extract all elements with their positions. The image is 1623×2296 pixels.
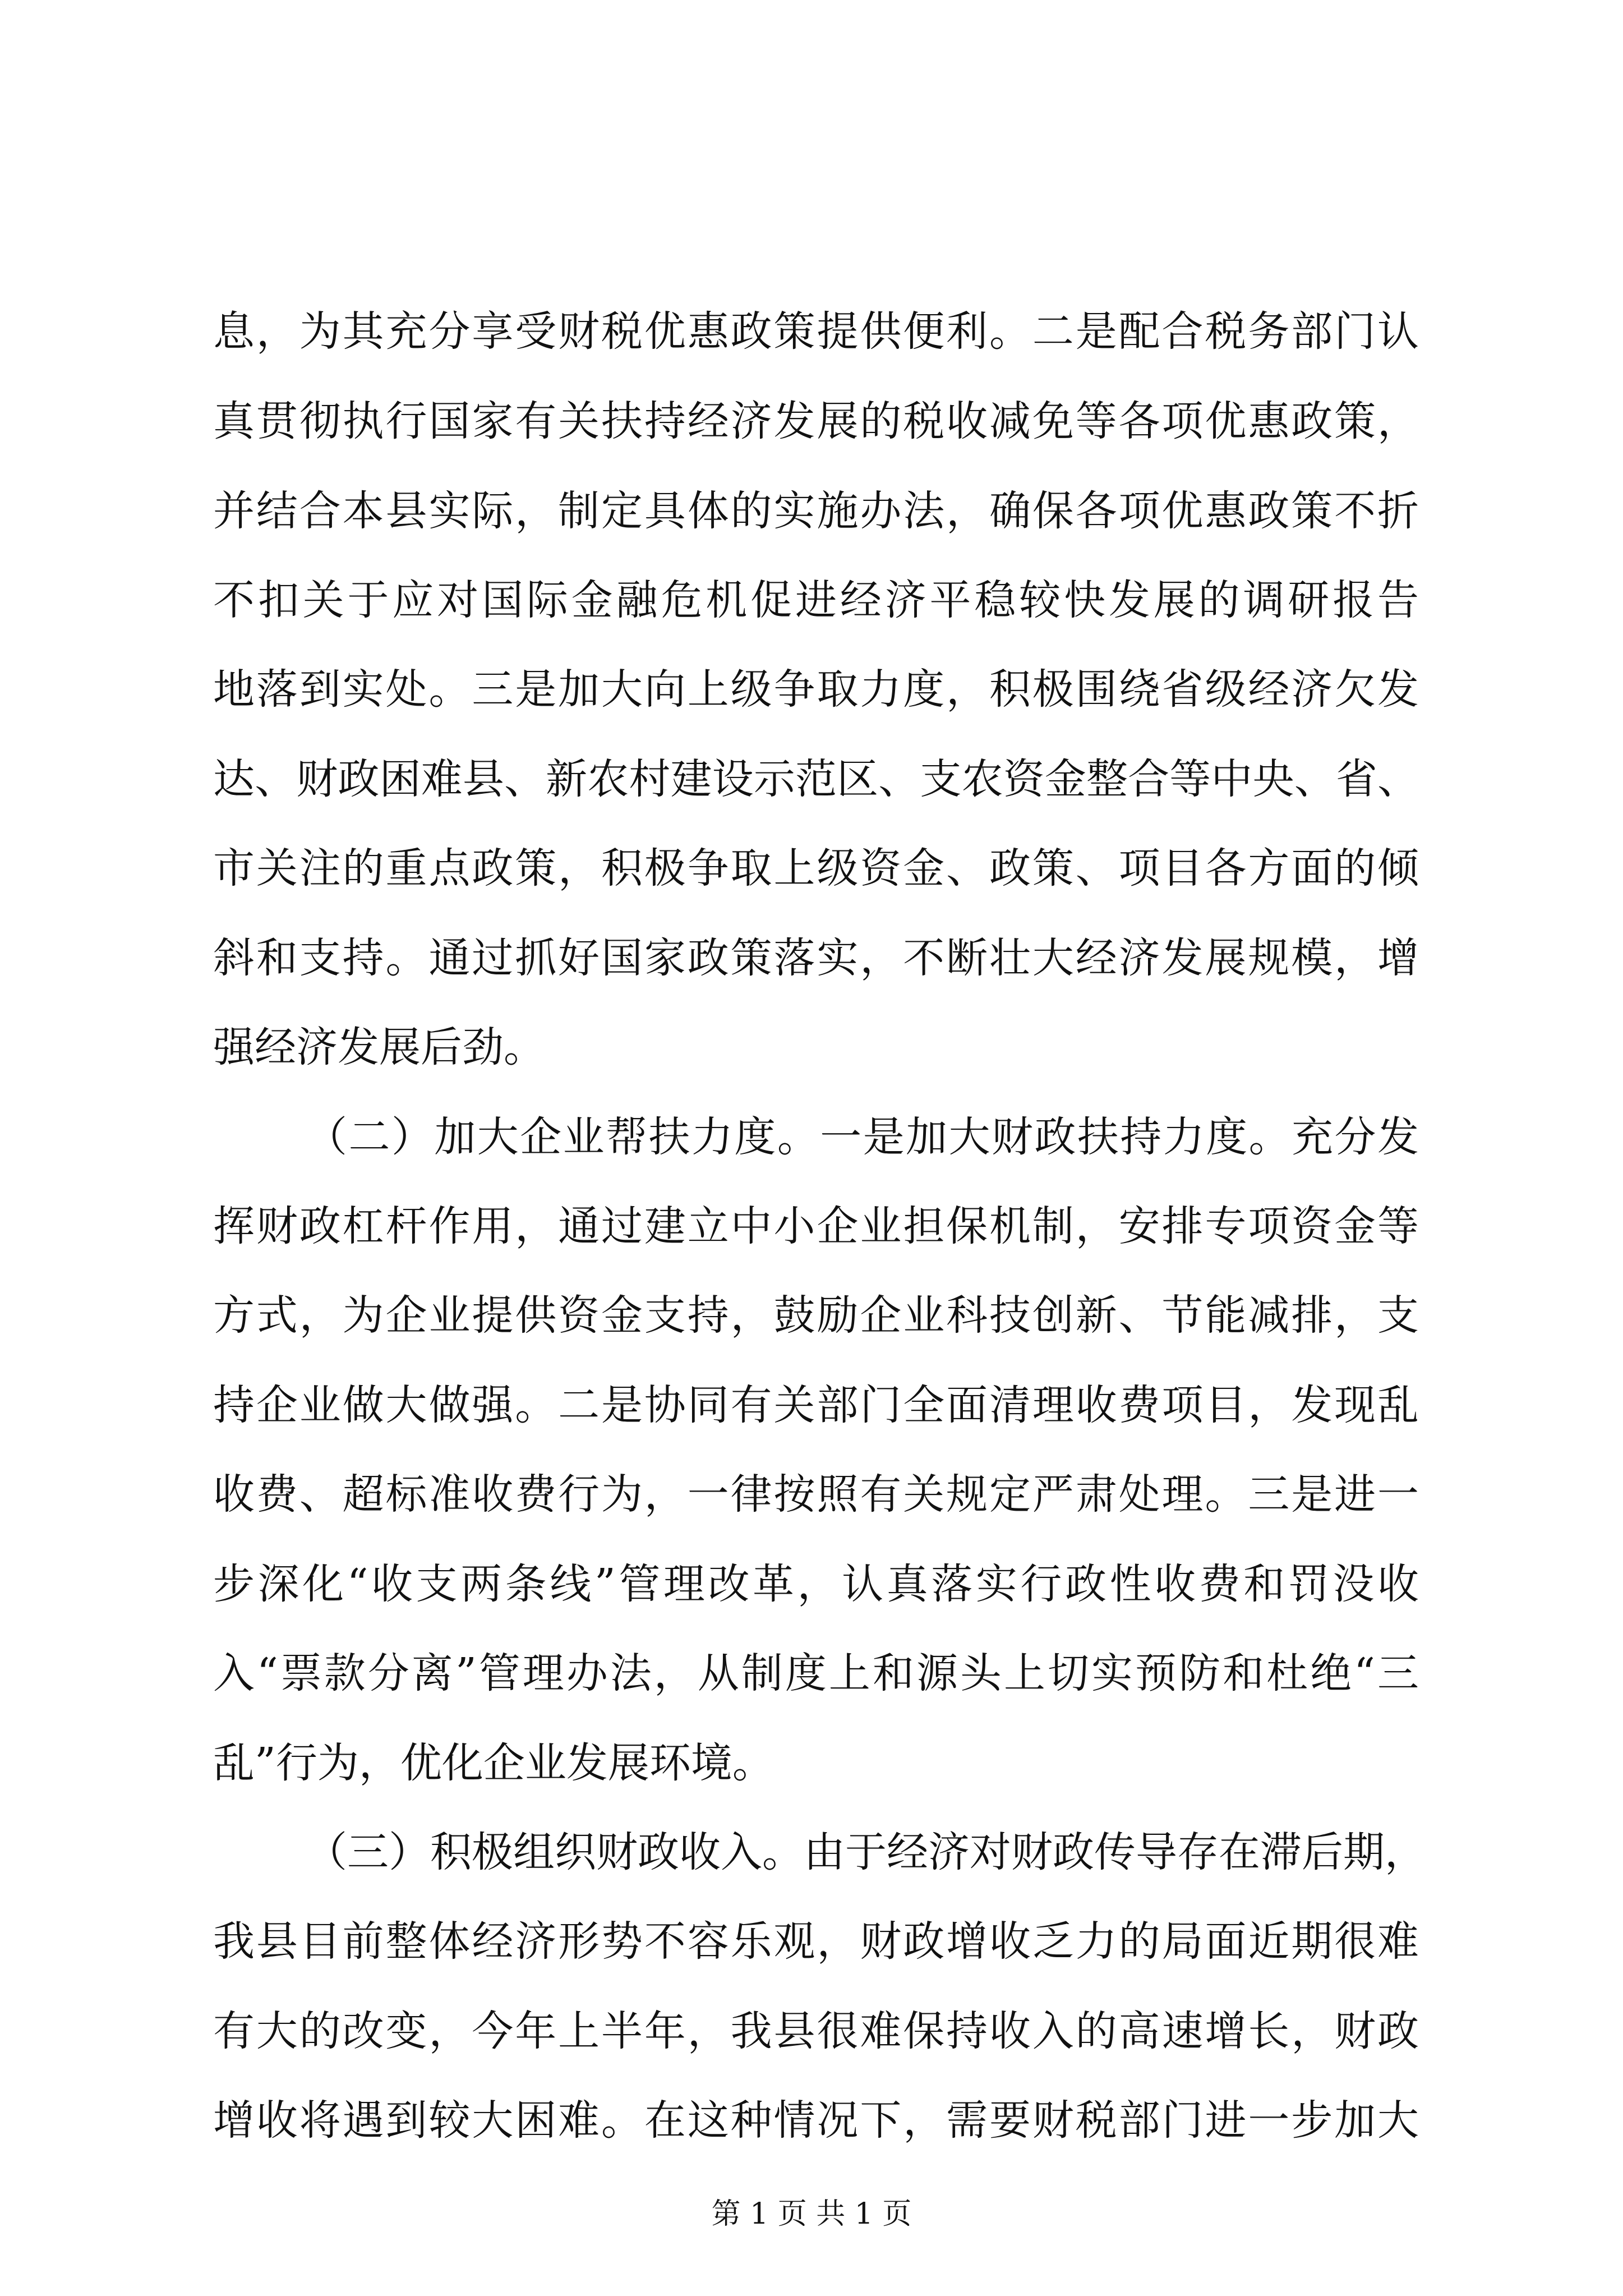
text-line: 强经济发展后劲。 xyxy=(213,1023,545,1071)
text-line: 不扣关于应对国际金融危机促进经济平稳较快发展的调研报告 xyxy=(213,576,1419,624)
text-line: 我县目前整体经济形势不容乐观，财政增收乏力的局面近期很难 xyxy=(213,1917,1419,1966)
text-line: 斜和支持。通过抓好国家政策落实，不断壮大经济发展规模，增 xyxy=(213,934,1419,982)
text-line: 方式，为企业提供资金支持，鼓励企业科技创新、节能减排，支 xyxy=(213,1291,1419,1340)
text-line: 真贯彻执行国家有关扶持经济发展的税收减免等各项优惠政策， xyxy=(213,397,1419,445)
text-line: 达、财政困难县、新农村建设示范区、支农资金整合等中央、省、 xyxy=(213,755,1419,803)
page-footer: 第 1 页 共 1 页 xyxy=(711,2197,912,2231)
text-line: 收费、超标准收费行为，一律按照有关规定严肃处理。三是进一 xyxy=(213,1470,1419,1519)
text-line: 有大的改变，今年上半年，我县很难保持收入的高速增长，财政 xyxy=(213,2007,1419,2055)
text-line: 息，为其充分享受财税优惠政策提供便利。二是配合税务部门认 xyxy=(213,307,1419,356)
text-line: 步深化“收支两条线”管理改革，认真落实行政性收费和罚没收 xyxy=(213,1560,1419,1608)
paragraph-start-line: （三）积极组织财政收入。由于经济对财政传导存在滞后期， xyxy=(306,1828,1426,1876)
text-line: 入“票款分离”管理办法，从制度上和源头上切实预防和杜绝“三 xyxy=(213,1649,1419,1697)
text-line: 市关注的重点政策，积极争取上级资金、政策、项目各方面的倾 xyxy=(213,844,1419,892)
text-line: 持企业做大做强。二是协同有关部门全面清理收费项目，发现乱 xyxy=(213,1381,1419,1429)
text-line: 并结合本县实际，制定具体的实施办法，确保各项优惠政策不折 xyxy=(213,487,1419,535)
text-line: 乱”行为，优化企业发展环境。 xyxy=(213,1739,774,1787)
text-line: 地落到实处。三是加大向上级争取力度，积极围绕省级经济欠发 xyxy=(213,665,1419,714)
paragraph-start-line: （二）加大企业帮扶力度。一是加大财政扶持力度。充分发 xyxy=(306,1113,1419,1161)
text-line: 增收将遇到较大困难。在这种情况下，需要财税部门进一步加大 xyxy=(213,2096,1419,2145)
text-line: 挥财政杠杆作用，通过建立中小企业担保机制，安排专项资金等 xyxy=(213,1202,1419,1250)
